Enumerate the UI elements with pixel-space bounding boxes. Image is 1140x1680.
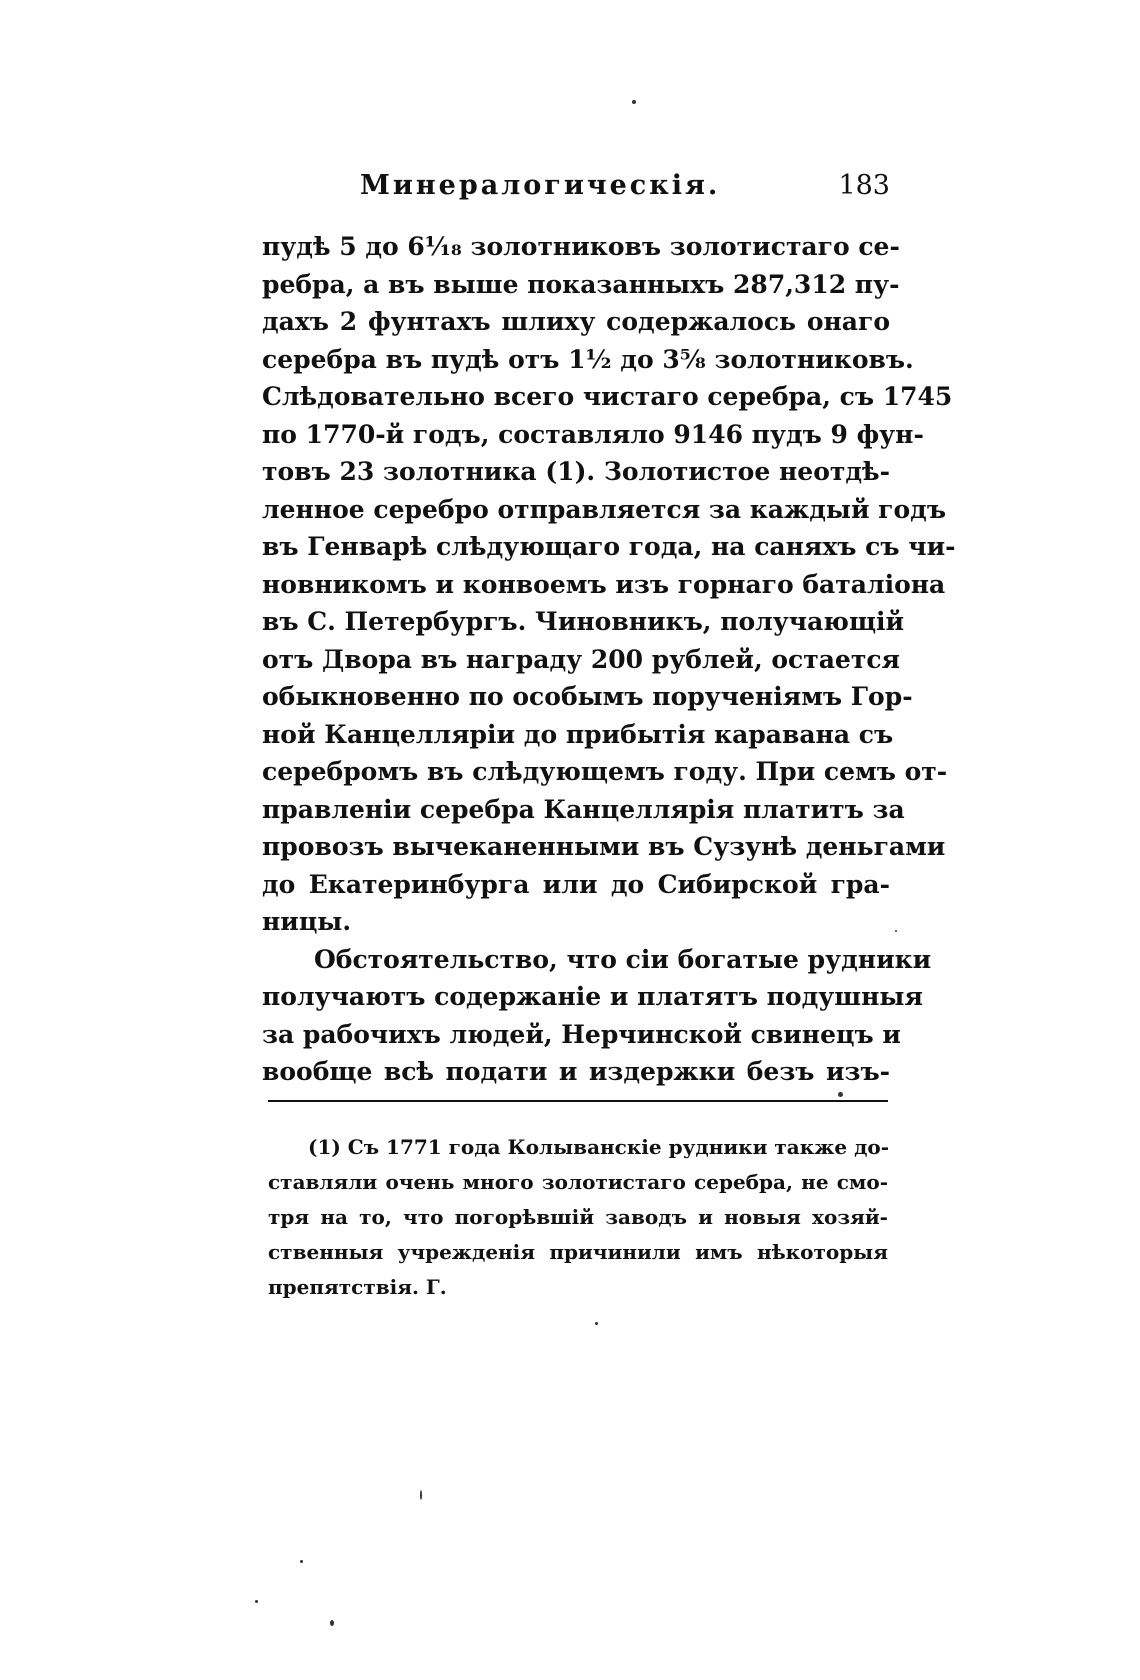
footnote-line: (1) Съ 1771 года Колыванскіе рудники также до- bbox=[308, 1135, 890, 1159]
footnote-divider bbox=[268, 1100, 888, 1102]
text-line: ной Канцелляріи до прибытія каравана съ bbox=[262, 719, 894, 749]
scan-speck bbox=[420, 1490, 422, 1500]
text-line: серебра въ пудѣ отъ 1¹⁄₂ до 3⁵⁄₈ золотниковъ. bbox=[262, 344, 914, 374]
footnote-line: ставляли очень много золотистаго серебра, не смо- bbox=[268, 1170, 888, 1194]
text-line: ницы. bbox=[262, 907, 352, 936]
scan-speck bbox=[838, 1092, 843, 1097]
main-text bbox=[262, 228, 956, 1091]
text-line: получаютъ содержаніе и платятъ подушныя bbox=[262, 982, 923, 1011]
scan-speck bbox=[595, 1322, 598, 1325]
footnote-line: тря на то, что погорѣвшій заводъ и новыя хозяй- bbox=[268, 1205, 888, 1229]
text-line: ребра, а въ выше показанныхъ 287,312 пу- bbox=[262, 269, 900, 299]
scan-speck bbox=[300, 1560, 303, 1563]
scan-speck bbox=[330, 1620, 334, 1626]
text-line: отъ Двора въ награду 200 рублей, остается bbox=[262, 644, 901, 674]
text-line: вообще всѣ подати и издержки безъ изъ- bbox=[262, 1057, 890, 1086]
text-line: обыкновенно по особымъ порученіямъ Гор- bbox=[262, 682, 913, 711]
text-line: провозъ вычеканенными въ Сузунѣ деньгами bbox=[262, 832, 946, 861]
text-line: дахъ 2 фунтахъ шлиху содержалось онаго bbox=[262, 307, 890, 336]
text-line: за рабочихъ людей, Нерчинской свинецъ и bbox=[262, 1019, 901, 1049]
scan-speck bbox=[255, 1600, 258, 1603]
page-number: 183 bbox=[838, 170, 890, 201]
text-line: по 1770-й годъ, составляло 9146 пудъ 9 фун- bbox=[262, 419, 924, 449]
scan-speck bbox=[895, 930, 897, 932]
text-line: ленное серебро отправляется за каждый годъ bbox=[262, 494, 947, 524]
text-line: Слѣдовательно всего чистаго серебра, съ 1745 bbox=[262, 382, 953, 411]
text-line: пудѣ 5 до 6¹⁄₁₈ золотниковъ золотистаго се- bbox=[262, 232, 900, 261]
text-line: въ С. Петербургъ. Чиновникъ, получающій bbox=[262, 607, 905, 636]
scan-speck bbox=[632, 100, 636, 104]
text-line: товъ 23 золотника (1). Золотистое неотдѣ- bbox=[262, 457, 890, 486]
footnote-line: препятствія. Г. bbox=[268, 1275, 447, 1299]
text-line: правленіи серебра Канцеллярія платитъ за bbox=[262, 794, 905, 824]
text-line: серебромъ въ слѣдующемъ году. При семъ от- bbox=[262, 757, 948, 786]
footnote-line: ственныя учрежденія причинили имъ нѣкоторыя bbox=[268, 1240, 888, 1264]
text-line: до Екатеринбурга или до Сибирской гра- bbox=[262, 869, 890, 899]
footnote bbox=[268, 1130, 888, 1305]
text-line: въ Генварѣ слѣдующаго года, на саняхъ съ чи- bbox=[262, 532, 956, 561]
page-header bbox=[360, 170, 890, 210]
text-line: новникомъ и конвоемъ изъ горнаго баталіона bbox=[262, 569, 946, 599]
running-title: Минералогическія. bbox=[360, 170, 721, 201]
text-line: Обстоятельство, что сіи богатые рудники bbox=[314, 944, 932, 974]
